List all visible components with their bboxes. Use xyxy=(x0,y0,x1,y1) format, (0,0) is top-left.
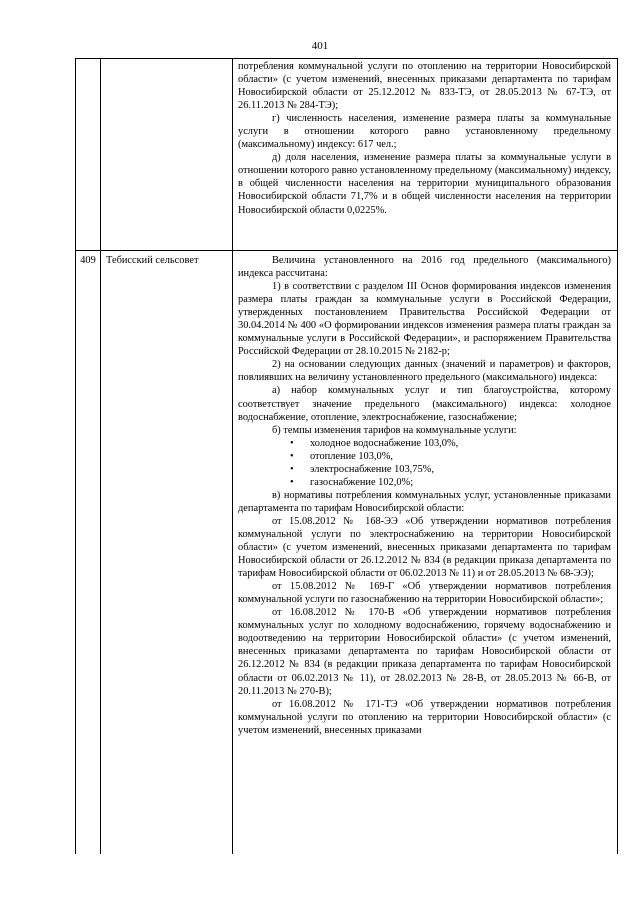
paragraph: от 15.08.2012 № 168-ЭЭ «Об утверждении нормативов потребления коммунальной услуги по электроснабжению на территории Новосибирской области» (с учетом изменений, внесенных приказами департамента по тарифам Новосибирской области от 26.12.2012 № 834 (в редакции приказа департамента по тарифам Новосибирской области от 06.02.2013 № 11) и от 28.05.2013 № 68-ЭЭ); xyxy=(238,515,611,580)
column-divider xyxy=(100,59,101,854)
paragraph: б) темпы изменения тарифов на коммунальные услуги: xyxy=(272,424,517,436)
document-table xyxy=(75,58,618,854)
bullet-item: • электроснабжение 103,75%, xyxy=(238,463,611,476)
paragraph: д) доля населения, изменение размера платы за коммунальные услуги в отношении которого равно установленному предельному (максимальному) индексу, в общей численности населения на территории муниципального образования Новосибирской области 71,7% и в общей численности населения на территории Новосибирской области 0,0225%. xyxy=(238,152,611,216)
paragraph: от 15.08.2012 № 169-Г «Об утверждении нормативов потребления коммунальной услуги по газоснабжению на территории Новосибирской области»; xyxy=(238,581,611,606)
municipality-name: Тебисский сельсовет xyxy=(106,255,199,266)
row-number: 409 xyxy=(80,255,96,266)
row-description xyxy=(238,60,611,217)
bullet-item: • отопление 103,0%, xyxy=(238,450,611,463)
paragraph: в) нормативы потребления коммунальных услуг, установленные приказами департамента по тарифам Новосибирской области: xyxy=(238,489,611,514)
paragraph: г) численность населения, изменение размера платы за коммунальные услуги в отношении которого равно установленному предельному (максимальному) индексу: 617 чел.; xyxy=(238,113,611,151)
paragraph: 2) на основании следующих данных (значений и параметров) и факторов, повлиявших на величину установленного предельного (максимального) индекса: xyxy=(238,359,611,384)
page-number: 401 xyxy=(311,40,329,52)
paragraph: а) набор коммунальных услуг и тип благоустройства, которому соответствует значение предельного (максимального) индекса: холодное водоснабжение, отопление, электроснабжение, газоснабжение; xyxy=(238,385,611,423)
paragraph: от 16.08.2012 № 171-ТЭ «Об утверждении нормативов потребления коммунальной услуги по отоплению на территории Новосибирской области» (с учетом изменений, внесенных приказами xyxy=(238,698,611,736)
paragraph: потребления коммунальной услуги по отоплению на территории Новосибирской области» (с учетом изменений, внесенных приказами департамента по тарифам Новосибирской области от 25.12.2012 № 833-ТЭ, от 28.05.2013 № 67-ТЭ, от 26.11.2013 № 284-ТЭ); xyxy=(238,61,611,112)
paragraph: от 16.08.2012 № 170-В «Об утверждении нормативов потребления коммунальных услуг по холодному водоснабжению, горячему водоснабжению и водоотведению на территории Новосибирской области» (с учетом изменений, внесенных приказами департамента по тарифам Новосибирской области от 26.12.2012 № 834 (в редакции приказа департамента по тарифам Новосибирской области от 06.02.2013 № 11), от 28.02.2013 № 28-В, от 28.05.2013 № 66-В, от 20.11.2013 № 270-В); xyxy=(238,607,611,697)
row-divider xyxy=(76,250,617,251)
paragraph: Величина установленного на 2016 год предельного (максимального) индекса рассчитана: xyxy=(238,255,611,280)
tariff-bullet-list xyxy=(238,437,611,489)
paragraph: 1) в соответствии с разделом III Основ формирования индексов изменения размера платы граждан за коммунальные услуги в Российской Федерации, утвержденных постановлением Правительства Российской Федерации от 30.04.2014 № 400 «О формировании индексов изменения размера платы граждан за коммунальные услуги в Российской Федерации», и распоряжением Правительства Российской Федерации от 28.10.2015 № 2182-р; xyxy=(238,281,611,358)
bullet-item: • холодное водоснабжение 103,0%, xyxy=(238,437,611,450)
row-description xyxy=(238,254,611,737)
bullet-item: • газоснабжение 102,0%; xyxy=(238,476,611,489)
column-divider xyxy=(232,59,233,854)
